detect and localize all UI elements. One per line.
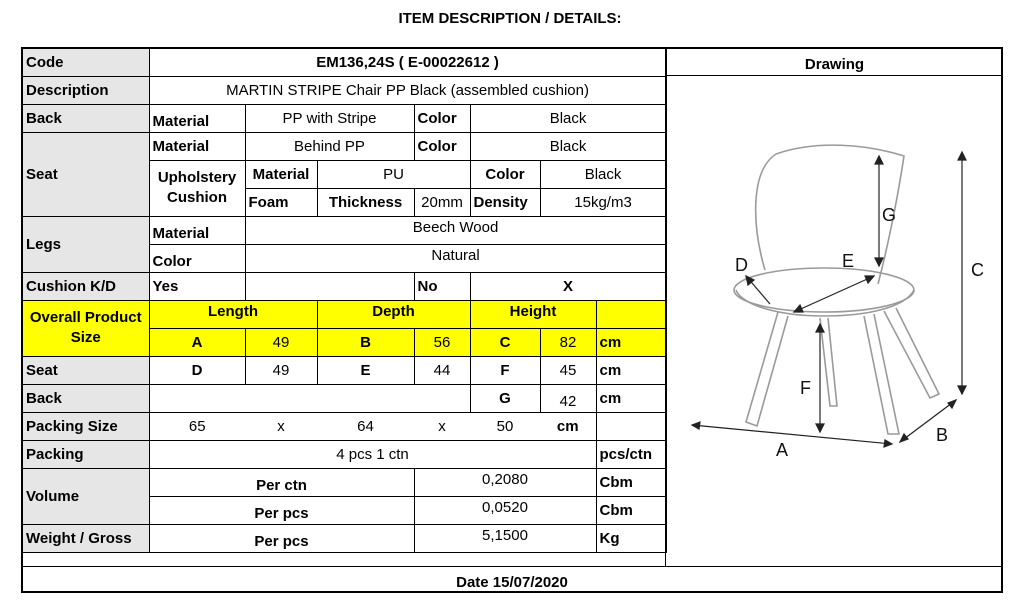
packing-x2: x [414, 412, 470, 440]
weight-unit: Kg [596, 524, 666, 552]
packing-length: 65 [149, 412, 245, 440]
seat-dim-label: Seat [22, 356, 149, 384]
volume-per-ctn: 0,2080 [414, 468, 596, 496]
chair-outline [734, 145, 939, 434]
row-seat-1 [22, 132, 666, 160]
packing-size-unit: cm [540, 412, 596, 440]
thickness-label: Thickness [317, 188, 414, 216]
packing-width: 64 [317, 412, 414, 440]
row-legs-1 [22, 216, 666, 244]
dim-c-value: 82 [540, 328, 596, 356]
row-volume-1 [22, 468, 666, 496]
foam-label: Foam [245, 188, 317, 216]
row-back [22, 104, 666, 132]
row-back-dim [22, 384, 666, 412]
row-overall-1 [22, 300, 666, 328]
dim-e-value: 44 [414, 356, 470, 384]
dim-d-label: D [149, 356, 245, 384]
density-label: Density [470, 188, 540, 216]
seat-color: Black [470, 132, 666, 160]
packing-height: 50 [470, 412, 540, 440]
volume-per-pcs-label: Per pcs [149, 496, 414, 524]
drawing-label-f: F [800, 378, 811, 398]
thickness-value: 20mm [414, 188, 470, 216]
dim-a-label: A [149, 328, 245, 356]
upholstery-material: PU [317, 160, 470, 188]
spec-table [21, 47, 667, 553]
density-value: 15kg/m3 [540, 188, 666, 216]
back-material: PP with Stripe [245, 104, 414, 132]
upholstery-label: Upholstery Cushion [149, 160, 245, 216]
row-cushion-kd [22, 272, 666, 300]
row-seat-dim [22, 356, 666, 384]
cushion-kd-yes-cell [245, 272, 414, 300]
legs-color-label: Color [149, 244, 245, 272]
document-title: ITEM DESCRIPTION / DETAILS: [398, 10, 622, 27]
overall-blank [596, 300, 666, 328]
row-weight [22, 524, 666, 552]
dim-c-label: C [470, 328, 540, 356]
seat-material: Behind PP [245, 132, 414, 160]
description-label: Description [22, 76, 149, 104]
weight-per-pcs-label: Per pcs [149, 524, 414, 552]
footer-date: Date 15/07/2020 [21, 566, 1003, 593]
drawing-area [665, 76, 1003, 566]
back-material-label: Material [149, 104, 245, 132]
packing-size-blank [596, 412, 666, 440]
cushion-kd-yes: Yes [149, 272, 245, 300]
upholstery-color: Black [540, 160, 666, 188]
legs-label: Legs [22, 216, 149, 272]
row-packing [22, 440, 666, 468]
dim-g-value: 42 [540, 384, 596, 412]
cushion-kd-mark: X [470, 272, 666, 300]
drawing-label-a: A [776, 440, 789, 460]
cushion-kd-label: Cushion K/D [22, 272, 149, 300]
seat-material-label: Material [149, 132, 245, 160]
dim-e-label: E [317, 356, 414, 384]
seat-label: Seat [22, 132, 149, 216]
legs-material: Beech Wood [245, 216, 666, 244]
packing-unit: pcs/ctn [596, 440, 666, 468]
drawing-label-c: C [971, 260, 984, 280]
seat-dim-unit: cm [596, 356, 666, 384]
code-label: Code [22, 48, 149, 76]
packing-value: 4 pcs 1 ctn [149, 440, 596, 468]
legs-material-label: Material [149, 216, 245, 244]
drawing-heading: Drawing [665, 47, 1003, 76]
overall-unit: cm [596, 328, 666, 356]
drawing-label-b: B [936, 425, 949, 445]
upholstery-material-label: Material [245, 160, 317, 188]
back-color-label: Color [414, 104, 470, 132]
depth-header: Depth [317, 300, 470, 328]
dim-d-value: 49 [245, 356, 317, 384]
weight-label: Weight / Gross [22, 524, 149, 552]
chair-drawing [666, 76, 1003, 566]
row-description [22, 76, 666, 104]
volume-unit-ctn: Cbm [596, 468, 666, 496]
volume-per-ctn-label: Per ctn [149, 468, 414, 496]
volume-label: Volume [22, 468, 149, 524]
cushion-kd-no: No [414, 272, 470, 300]
height-header: Height [470, 300, 596, 328]
row-packing-size [22, 412, 666, 440]
packing-label: Packing [22, 440, 149, 468]
legs-color: Natural [245, 244, 666, 272]
back-dim-label: Back [22, 384, 149, 412]
dim-g-label: G [470, 384, 540, 412]
dim-b-label: B [317, 328, 414, 356]
length-header: Length [149, 300, 317, 328]
dim-b-value: 56 [414, 328, 470, 356]
weight-value: 5,1500 [414, 524, 596, 552]
drawing-label-g: G [882, 205, 897, 225]
back-dim-unit: cm [596, 384, 666, 412]
overall-size-label: Overall Product Size [22, 300, 149, 356]
code-value: EM136,24S ( E-00022612 ) [149, 48, 666, 76]
back-color: Black [470, 104, 666, 132]
dim-a-value: 49 [245, 328, 317, 356]
back-dim-blank [149, 384, 470, 412]
packing-x1: x [245, 412, 317, 440]
seat-color-label: Color [414, 132, 470, 160]
drawing-label-e: E [842, 251, 855, 271]
row-code [22, 48, 666, 76]
packing-size-label: Packing Size [22, 412, 149, 440]
volume-per-pcs: 0,0520 [414, 496, 596, 524]
dim-f-value: 45 [540, 356, 596, 384]
drawing-label-d: D [735, 255, 748, 275]
back-label: Back [22, 104, 149, 132]
description-value: MARTIN STRIPE Chair PP Black (assembled cushion) [149, 76, 666, 104]
upholstery-color-label: Color [470, 160, 540, 188]
volume-unit-pcs: Cbm [596, 496, 666, 524]
dim-f-label: F [470, 356, 540, 384]
